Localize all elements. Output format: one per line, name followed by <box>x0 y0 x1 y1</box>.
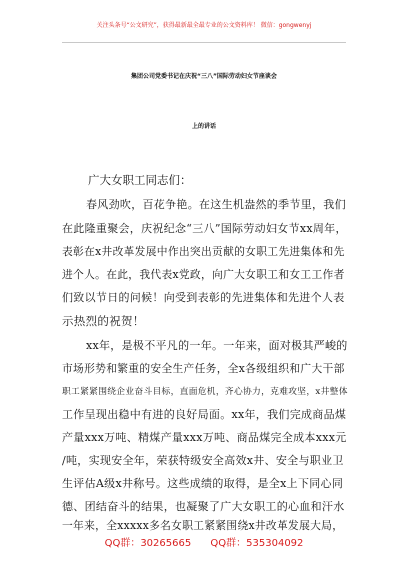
body-line: /吨，实现安全年，荣获特级安全高效x井、安全与职业卫 <box>62 454 344 467</box>
body-line: 春风劲吹，百花争艳。在这生机盎然的季节里，我们 <box>86 198 346 211</box>
document-title-line-1: 集团公司党委书记在庆祝“三八”国际劳动妇女节座谈会 <box>131 73 277 80</box>
body-line: 表彰在x井改革发展中作出突出贡献的女职工先进集体和先 <box>62 245 345 258</box>
qq-group-2: QQ群：535304092 <box>210 538 304 549</box>
body-line: 在此隆重聚会，庆祝纪念“三八”国际劳动妇女节xx周年， <box>62 222 347 235</box>
body-line: 德、团结奋斗的结果，也凝聚了广大女职工的心血和汗水 <box>62 500 345 513</box>
qq-group-1: QQ群：30265665 <box>104 538 192 549</box>
body-line: 职工紧紧围绕企业奋斗目标，直面危机，齐心协力，克难攻坚，x井整体 <box>62 387 348 397</box>
body-line: 们致以节日的问候！向受到表彰的先进集体和先进个人表 <box>62 291 345 304</box>
body-line: 进个人。在此，我代表x党政，向广大女职工和女工工作者 <box>62 268 345 281</box>
body-line: xx年，是极不平凡的一年。一年来，面对极其严峻的 <box>86 339 348 352</box>
header-divider <box>62 42 346 43</box>
salutation: 广大女职工同志们： <box>88 173 192 187</box>
body-line: 市场形势和繁重的安全生产任务，全x各级组织和广大干部 <box>62 362 345 375</box>
body-line: 生评估A级x井称号。这些成绩的取得，是全x上下同心同 <box>62 477 344 490</box>
document-title-line-2: 上的讲话 <box>191 123 216 130</box>
footer-contact <box>0 534 408 549</box>
header-banner: 关注头条号“公文研究”，获得最新最全最专业的公文资料库！ 微信：gongwenyj <box>96 22 312 29</box>
body-line: 工作呈现出稳中有进的良好局面。xx年，我们完成商品煤 <box>62 408 347 421</box>
body-line: 一年来，全xxxxx多名女职工紧紧围绕x井改革发展大局， <box>62 519 344 532</box>
body-line: 示热烈的祝贺！ <box>62 314 145 328</box>
body-line: 产量xxx万吨、精煤产量xxx万吨、商品煤完全成本xxx元 <box>62 431 347 444</box>
